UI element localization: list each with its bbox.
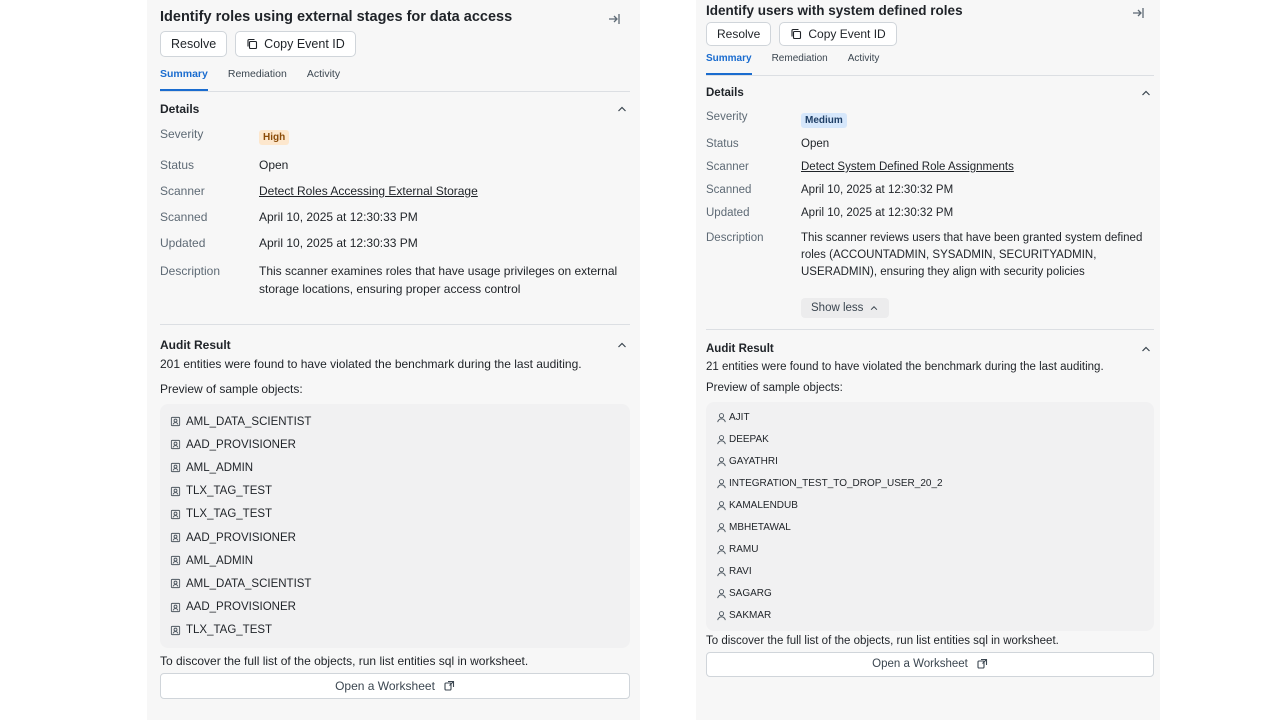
tab-summary[interactable]: Summary: [160, 66, 208, 91]
list-item: [716, 450, 1146, 472]
role-icon: [170, 439, 181, 450]
scanned-row: [706, 184, 1154, 196]
event-panel-roles: [147, 0, 640, 720]
open-worksheet-label: Open a Worksheet: [872, 658, 968, 671]
list-item: [170, 410, 620, 433]
object-name: DEEPAK: [729, 433, 769, 445]
preview-label: Preview of sample objects:: [706, 382, 843, 394]
audit-header[interactable]: [160, 336, 630, 354]
role-icon: [170, 555, 181, 566]
list-item: [716, 539, 1146, 561]
audit-header[interactable]: [706, 340, 1154, 358]
audit-title: Audit Result: [706, 343, 774, 355]
divider: [706, 329, 1154, 330]
user-icon: [716, 412, 727, 423]
object-name: MBHETAWAL: [729, 522, 791, 534]
status-label: Status: [160, 158, 195, 172]
show-less-label: Show less: [811, 302, 864, 314]
chevron-up-icon[interactable]: [616, 103, 628, 115]
details-title: Details: [160, 102, 200, 116]
external-link-icon: [443, 680, 455, 692]
list-item: [170, 572, 620, 595]
list-item: [170, 456, 620, 479]
role-icon: [170, 462, 181, 473]
user-icon: [716, 522, 727, 533]
scanned-row: [160, 210, 630, 224]
severity-label: Severity: [160, 127, 204, 141]
copy-event-id-label: Copy Event ID: [264, 37, 345, 51]
role-icon: [170, 625, 181, 636]
user-icon: [716, 456, 727, 467]
user-icon: [716, 434, 727, 445]
collapse-panel-icon[interactable]: [606, 11, 622, 27]
resolve-button[interactable]: [160, 31, 227, 57]
object-name: AML_ADMIN: [186, 554, 254, 567]
details-header[interactable]: [160, 100, 630, 118]
severity-row: [160, 127, 630, 149]
description-label: Description: [706, 232, 764, 244]
role-icon: [170, 416, 181, 427]
audit-title: Audit Result: [160, 338, 231, 352]
details-header[interactable]: [706, 84, 1154, 102]
object-name: AML_ADMIN: [186, 461, 254, 474]
copy-icon: [246, 38, 258, 50]
tab-bar: [706, 53, 1154, 76]
page-title: Identify roles using external stages for data access: [160, 9, 513, 25]
scanner-label: Scanner: [160, 184, 205, 198]
role-icon: [170, 532, 181, 543]
list-item: [716, 516, 1146, 538]
list-item: [716, 406, 1146, 428]
discover-text: To discover the full list of the objects, run list entities sql in worksheet.: [160, 653, 529, 668]
user-icon: [716, 588, 727, 599]
object-name: SAKMAR: [729, 610, 772, 622]
chevron-up-icon[interactable]: [1140, 87, 1152, 99]
preview-label: Preview of sample objects:: [160, 382, 303, 396]
scanner-link[interactable]: Detect System Defined Role Assignments: [801, 161, 1014, 173]
status-row: [706, 138, 1154, 150]
scanned-value: April 10, 2025 at 12:30:32 PM: [801, 184, 954, 196]
sample-objects-list: [160, 404, 630, 648]
list-item: [716, 561, 1146, 583]
description-row: [706, 230, 1154, 281]
object-name: INTEGRATION_TEST_TO_DROP_USER_20_2: [729, 477, 943, 489]
scanned-label: Scanned: [160, 210, 208, 224]
details-title: Details: [706, 87, 744, 99]
object-name: KAMALENDUB: [729, 499, 798, 511]
list-item: [170, 480, 620, 503]
object-name: AAD_PROVISIONER: [186, 438, 296, 451]
open-worksheet-label: Open a Worksheet: [335, 678, 435, 693]
role-icon: [170, 486, 181, 497]
object-name: AML_DATA_SCIENTIST: [186, 415, 312, 428]
scanner-label: Scanner: [706, 161, 749, 173]
list-item: [716, 472, 1146, 494]
object-name: RAMU: [729, 544, 759, 556]
object-name: TLX_TAG_TEST: [186, 485, 273, 498]
list-item: [716, 494, 1146, 516]
list-item: [716, 428, 1146, 450]
list-item: [170, 433, 620, 456]
divider: [160, 324, 630, 325]
severity-badge: Medium: [801, 113, 847, 128]
panel-header: [160, 0, 630, 31]
chevron-up-icon: [869, 303, 879, 313]
tab-remediation[interactable]: Remediation: [227, 68, 287, 80]
object-name: AAD_PROVISIONER: [186, 531, 296, 544]
user-icon: [716, 610, 727, 621]
description-row: [160, 262, 630, 298]
page-title: Identify users with system defined roles: [706, 3, 963, 18]
severity-label: Severity: [706, 111, 748, 123]
updated-row: [160, 236, 630, 250]
user-icon: [716, 500, 727, 511]
description-value: This scanner reviews users that have been granted system defined roles (ACCOUNTADMIN, SYSADMIN, SECURITYADMIN, USERADMIN), ensuring they align with security policies: [801, 232, 1143, 278]
open-worksheet-button[interactable]: [706, 652, 1154, 677]
sample-objects-list: [706, 402, 1154, 631]
role-icon: [170, 602, 181, 613]
resolve-label: Resolve: [717, 27, 761, 41]
role-icon: [170, 578, 181, 589]
list-item: [716, 583, 1146, 605]
list-item: [170, 549, 620, 572]
object-name: AAD_PROVISIONER: [186, 601, 296, 614]
scanner-link[interactable]: Detect Roles Accessing External Storage: [259, 184, 478, 198]
resolve-label: Resolve: [171, 37, 217, 51]
list-item: [170, 503, 620, 526]
tab-remediation[interactable]: Remediation: [771, 53, 828, 64]
tab-bar: [160, 66, 630, 92]
open-worksheet-button[interactable]: [160, 673, 630, 699]
copy-event-id-button[interactable]: [235, 31, 356, 57]
object-name: RAVI: [729, 566, 752, 578]
panel-header: [706, 0, 1154, 22]
object-name: TLX_TAG_TEST: [186, 508, 273, 521]
updated-label: Updated: [160, 236, 206, 250]
updated-row: [706, 207, 1154, 219]
role-icon: [170, 509, 181, 520]
scanner-row: [706, 161, 1154, 173]
copy-event-id-label: Copy Event ID: [808, 27, 886, 41]
object-name: AML_DATA_SCIENTIST: [186, 577, 312, 590]
scanned-label: Scanned: [706, 184, 752, 196]
updated-value: April 10, 2025 at 12:30:32 PM: [801, 207, 954, 219]
updated-value: April 10, 2025 at 12:30:33 PM: [259, 236, 418, 250]
copy-icon: [790, 28, 802, 40]
scanned-value: April 10, 2025 at 12:30:33 PM: [259, 210, 418, 224]
user-icon: [716, 478, 727, 489]
chevron-up-icon[interactable]: [616, 339, 628, 351]
status-label: Status: [706, 138, 739, 150]
status-value: Open: [259, 158, 289, 172]
scanner-row: [160, 184, 630, 198]
list-item: [170, 619, 620, 642]
object-name: GAYATHRI: [729, 455, 778, 467]
collapse-panel-icon[interactable]: [1130, 5, 1146, 21]
list-item: [716, 605, 1146, 627]
tab-activity[interactable]: Activity: [847, 53, 880, 64]
discover-text: To discover the full list of the objects, run list entities sql in worksheet.: [706, 634, 1059, 647]
status-value: Open: [801, 138, 830, 150]
tab-activity[interactable]: Activity: [306, 68, 341, 80]
event-panel-users: [696, 0, 1160, 720]
updated-label: Updated: [706, 207, 750, 219]
list-item: [170, 596, 620, 619]
status-row: [160, 158, 630, 172]
chevron-up-icon[interactable]: [1140, 343, 1152, 355]
show-less-button[interactable]: [801, 298, 889, 318]
copy-event-id-button[interactable]: [779, 22, 896, 46]
object-name: TLX_TAG_TEST: [186, 624, 273, 637]
severity-badge: High: [259, 130, 289, 145]
object-name: AJIT: [729, 411, 750, 423]
audit-summary: 21 entities were found to have violated the benchmark during the last auditing.: [706, 361, 1104, 373]
description-label: Description: [160, 264, 221, 278]
description-value: This scanner examines roles that have usage privileges on external storage locations, ensuring proper access control: [259, 264, 618, 296]
user-icon: [716, 566, 727, 577]
external-link-icon: [976, 658, 988, 670]
audit-summary: 201 entities were found to have violated the benchmark during the last auditing.: [160, 357, 582, 371]
tab-summary[interactable]: Summary: [706, 53, 752, 75]
severity-row: [706, 111, 1154, 131]
resolve-button[interactable]: [706, 22, 771, 46]
object-name: SAGARG: [729, 588, 772, 600]
list-item: [170, 526, 620, 549]
user-icon: [716, 544, 727, 555]
